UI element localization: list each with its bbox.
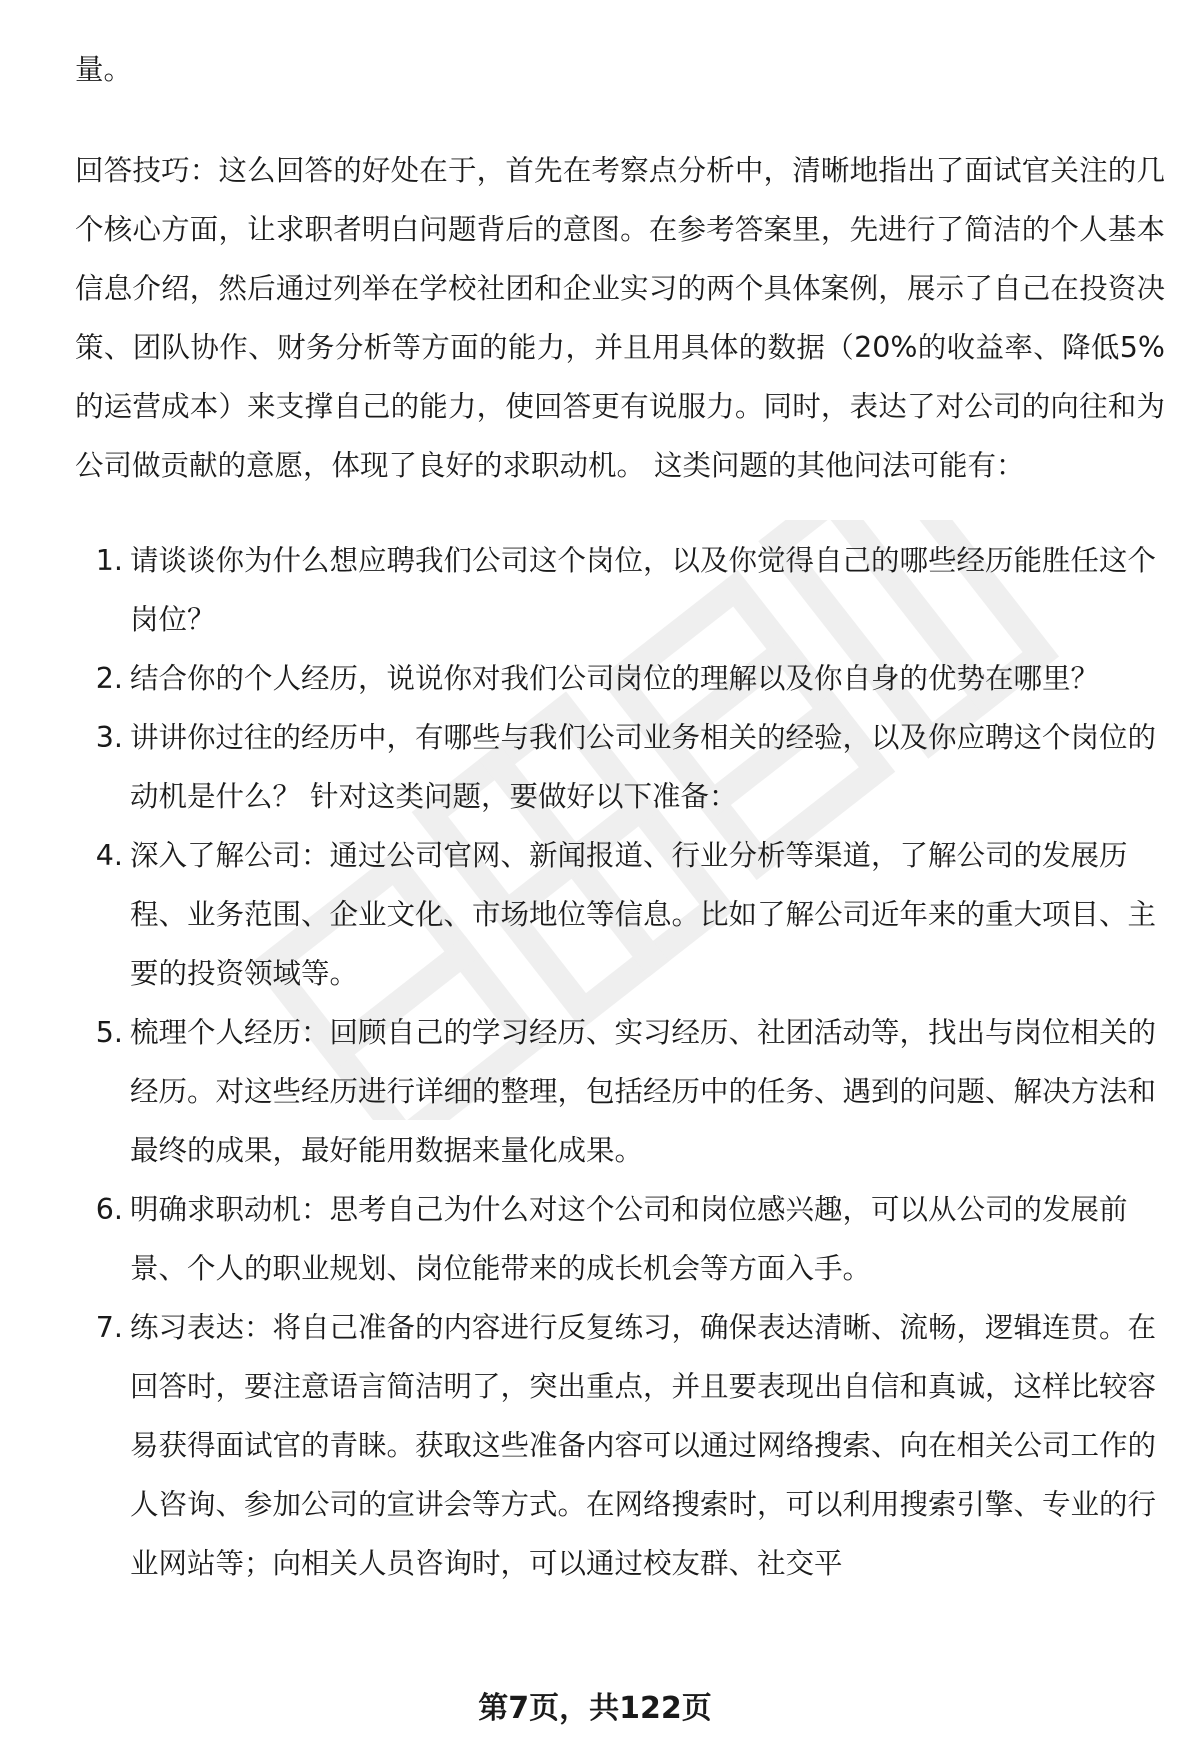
list-item-text: 深入了解公司：通过公司官网、新闻报道、行业分析等渠道，了解公司的发展历程、业务范围、企业文化、市场地位等信息。比如了解公司近年来的重大项目、主要的投资领域等。: [130, 839, 1157, 990]
list-number: 1.: [95, 544, 123, 577]
list-item-text: 明确求职动机：思考自己为什么对这个公司和岗位感兴趣，可以从公司的发展前景、个人的职业规划、岗位能带来的成长机会等方面入手。: [130, 1193, 1128, 1285]
list-item: [75, 649, 1175, 708]
continued-text: 量。: [75, 53, 133, 86]
list-item-text: 练习表达：将自己准备的内容进行反复练习，确保表达清晰、流畅，逻辑连贯。在回答时，要注意语言简洁明了，突出重点，并且要表现出自信和真诚，这样比较容易获得面试官的青睐。获取这些准备内容可以通过网络搜索、向在相关公司工作的人咨询、参加公司的宣讲会等方式。在网络搜索时，可以利用搜索引擎、专业的行业网站等；向相关人员咨询时，可以通过校友群、社交平: [130, 1311, 1157, 1580]
list-item: [75, 1003, 1175, 1180]
document-page: [75, 40, 1175, 1593]
list-item: [75, 826, 1175, 1003]
list-number: 2.: [95, 662, 123, 695]
list-number: 4.: [95, 839, 123, 872]
numbered-list: [75, 531, 1175, 1593]
list-number: 3.: [95, 721, 123, 754]
list-number: 5.: [95, 1016, 123, 1049]
list-item-text: 请谈谈你为什么想应聘我们公司这个岗位，以及你觉得自己的哪些经历能胜任这个岗位？: [130, 544, 1157, 636]
list-item: [75, 708, 1175, 826]
list-item: [75, 531, 1175, 649]
list-number: 7.: [95, 1311, 123, 1344]
list-item-text: 结合你的个人经历，说说你对我们公司岗位的理解以及你自身的优势在哪里？: [130, 662, 1100, 695]
list-item: [75, 1298, 1175, 1593]
list-item-text: 讲讲你过往的经历中，有哪些与我们公司业务相关的经验，以及你应聘这个岗位的动机是什么？ 针对这类问题，要做好以下准备：: [130, 721, 1157, 813]
page-footer: 第7页，共122页: [478, 1691, 712, 1726]
list-item: [75, 1180, 1175, 1298]
answer-tips-paragraph: 回答技巧：这么回答的好处在于，首先在考察点分析中，清晰地指出了面试官关注的几个核心方面，让求职者明白问题背后的意图。在参考答案里，先进行了简洁的个人基本信息介绍，然后通过列举在学校社团和企业实习的两个具体案例，展示了自己在投资决策、团队协作、财务分析等方面的能力，并且用具体的数据（20%的收益率、降低5%的运营成本）来支撑自己的能力，使回答更有说服力。同时，表达了对公司的向往和为公司做贡献的意愿，体现了良好的求职动机。 这类问题的其他问法可能有：: [75, 154, 1165, 482]
list-item-text: 梳理个人经历：回顾自己的学习经历、实习经历、社团活动等，找出与岗位相关的经历。对这些经历进行详细的整理，包括经历中的任务、遇到的问题、解决方法和最终的成果，最好能用数据来量化成果。: [130, 1016, 1157, 1167]
list-number: 6.: [95, 1193, 123, 1226]
